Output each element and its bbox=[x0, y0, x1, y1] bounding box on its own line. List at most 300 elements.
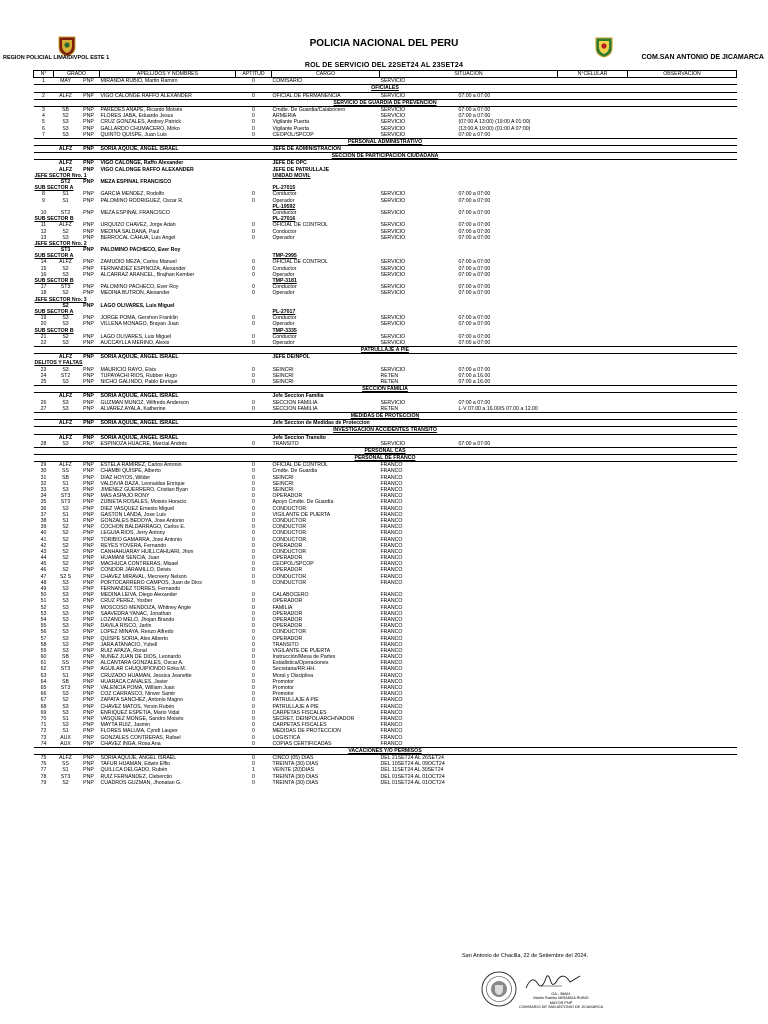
row-cargo: CONDUCTOR bbox=[272, 505, 307, 512]
row-cargo: CINCO (05) DIAS bbox=[272, 755, 314, 762]
row-aptitud: 0 bbox=[252, 511, 255, 518]
row-institucion: PNP bbox=[83, 493, 94, 500]
row-aptitud: 0 bbox=[252, 641, 255, 648]
row-institucion: PNP bbox=[83, 125, 94, 132]
row-institucion: PNP bbox=[83, 113, 94, 120]
row-cargo: Jefe Seccion Transito bbox=[272, 434, 326, 441]
row-nombre: TUPAYACHI RIOS, Rubber Hugo bbox=[100, 372, 177, 379]
chief-row bbox=[34, 420, 737, 427]
row-nombre: ZAMUDIO MEZA, Carlos Manuel bbox=[100, 259, 177, 266]
row-nombre: PALOMINO PACHECO, Ever Roy bbox=[100, 284, 179, 291]
row-institucion: PNP bbox=[83, 586, 94, 593]
row-institucion: PNP bbox=[83, 610, 94, 617]
row-horario: 07:00 a 16.00 bbox=[458, 372, 491, 379]
row-nombre: GUZMAN MUÑOZ, Wilfredo Anderson bbox=[100, 399, 189, 406]
section-header-row bbox=[34, 85, 737, 92]
row-number: 52 bbox=[40, 604, 47, 611]
row-situacion: FRANCO bbox=[380, 468, 403, 475]
row-aptitud: 1 bbox=[252, 767, 255, 774]
row-cargo: Jefe Seccion de Medidas de Proteccion bbox=[272, 420, 370, 427]
row-grado: S3 bbox=[62, 623, 69, 630]
row-number: 67 bbox=[40, 697, 47, 704]
row-cargo: OPERADOR bbox=[272, 542, 303, 549]
row-aptitud: 0 bbox=[252, 579, 255, 586]
row-aptitud: 0 bbox=[252, 610, 255, 617]
row-aptitud: 0 bbox=[252, 265, 255, 272]
row-number bbox=[34, 354, 54, 361]
row-aptitud bbox=[236, 434, 272, 441]
row-nombre: FLORES JABA, Eduardo Jesus bbox=[100, 113, 174, 120]
row-cargo: Operador bbox=[272, 321, 295, 328]
row-cargo: Conductor bbox=[272, 284, 297, 291]
row-cargo: PATRULLAJE A PIE bbox=[272, 697, 319, 704]
row-situacion: FRANCO bbox=[380, 567, 403, 574]
row-institucion: PNP bbox=[83, 197, 94, 204]
row-grado: S1 bbox=[62, 715, 69, 722]
section-header-row bbox=[34, 138, 737, 145]
row-number: 46 bbox=[40, 567, 47, 574]
row-aptitud: 0 bbox=[252, 113, 255, 120]
row-observacion bbox=[628, 406, 737, 413]
row-institucion: PNP bbox=[83, 567, 94, 574]
row-celular bbox=[558, 78, 628, 85]
row-aptitud: 0 bbox=[252, 78, 255, 85]
row-aptitud: 0 bbox=[252, 125, 255, 132]
row-horario bbox=[458, 741, 558, 748]
row-nombre: MEDINA LEIVA, Diego Alexander bbox=[100, 592, 178, 599]
row-aptitud: 0 bbox=[252, 405, 255, 412]
row-institucion: PNP bbox=[83, 191, 94, 198]
row-cargo: TREINTA (30) DIAS bbox=[272, 773, 319, 780]
row-horario: 07:00 a 07:00 bbox=[458, 339, 491, 346]
row-aptitud: 0 bbox=[252, 284, 255, 291]
row-situacion: SERVICIO bbox=[380, 222, 406, 229]
row-cargo: Apoyo Cmdte. De Guardia bbox=[272, 499, 334, 506]
row-situacion bbox=[380, 434, 458, 441]
row-grado: S1 bbox=[62, 517, 69, 524]
row-situacion: SERVICIO bbox=[380, 290, 406, 297]
row-aptitud: 0 bbox=[252, 339, 255, 346]
row-grado: S3 bbox=[62, 629, 69, 636]
row-institucion: PNP bbox=[83, 399, 94, 406]
row-observacion bbox=[628, 106, 737, 113]
row-horario bbox=[458, 420, 558, 427]
row-situacion: FRANCO bbox=[380, 548, 403, 555]
row-grado: S2 bbox=[62, 779, 69, 786]
row-grado: S3 bbox=[62, 321, 69, 328]
row-celular bbox=[558, 393, 628, 400]
row-number: 18 bbox=[40, 290, 47, 297]
row-number: 60 bbox=[40, 654, 47, 661]
row-situacion: FRANCO bbox=[380, 697, 403, 704]
row-aptitud: 0 bbox=[252, 487, 255, 494]
row-cargo: SECCION FAMILIA bbox=[272, 399, 318, 406]
row-observacion bbox=[628, 780, 737, 786]
signature-code: OA - 36661 bbox=[551, 992, 571, 996]
row-grado: S3 bbox=[62, 125, 69, 132]
row-nombre: VIGO CALONGE, Raffo Alexander bbox=[100, 160, 184, 167]
row-nombre: LOZANO MELO, Jhojan Brando bbox=[100, 616, 175, 623]
table-row bbox=[34, 379, 737, 386]
row-aptitud: 0 bbox=[252, 379, 255, 386]
row-celular bbox=[558, 92, 628, 99]
row-nombre: ZAPATA SANCHEZ, Antonio Magno bbox=[100, 697, 183, 704]
row-number: 69 bbox=[40, 709, 47, 716]
row-nombre: MEDINA BUTRON, Alexander bbox=[100, 290, 170, 297]
row-aptitud: 0 bbox=[252, 761, 255, 768]
row-horario: 07:00 a 07:00 bbox=[458, 321, 491, 328]
row-grado: S2 bbox=[62, 302, 69, 309]
row-number: 6 bbox=[42, 125, 45, 132]
row-cargo: Secretaria/RR.HH. bbox=[272, 666, 316, 673]
row-institucion: PNP bbox=[83, 462, 94, 469]
row-situacion: FRANCO bbox=[380, 715, 403, 722]
row-aptitud: 0 bbox=[252, 660, 255, 667]
row-celular bbox=[558, 106, 628, 113]
row-institucion: PNP bbox=[83, 302, 94, 309]
row-institucion: PNP bbox=[83, 629, 94, 636]
row-nombre: ZUBIETA ROSALES, Moisés Horacio bbox=[100, 499, 187, 506]
row-cargo: OFICIAL DE CONTROL bbox=[272, 259, 328, 266]
row-situacion: FRANCO bbox=[380, 561, 403, 568]
row-cargo: SEINCRI bbox=[272, 487, 294, 494]
row-nombre: GARCIA MENDEZ, Rodolfo bbox=[100, 191, 165, 198]
row-institucion: PNP bbox=[83, 647, 94, 654]
row-cargo: OPERADOR bbox=[272, 623, 303, 630]
row-horario bbox=[458, 462, 558, 469]
row-number: 79 bbox=[40, 779, 47, 786]
row-grado: S2 bbox=[62, 530, 69, 537]
row-institucion: PNP bbox=[83, 672, 94, 679]
row-aptitud: 0 bbox=[252, 734, 255, 741]
row-grado: S3 bbox=[62, 339, 69, 346]
row-situacion: FRANCO bbox=[380, 493, 403, 500]
row-cargo: OFICIAL DE PERMANENCIA bbox=[272, 92, 341, 99]
row-cargo: Operador bbox=[272, 290, 295, 297]
signature-name: Martin Ramiro MIRANDA RUBIO bbox=[533, 996, 589, 1001]
row-institucion: PNP bbox=[83, 131, 94, 138]
row-situacion: RETEN bbox=[380, 372, 399, 379]
row-number: 78 bbox=[40, 773, 47, 780]
row-grado: ALFZ bbox=[59, 92, 72, 99]
row-grado: S1 bbox=[62, 191, 69, 198]
row-number: 19 bbox=[40, 315, 47, 322]
row-number: SUB SECTOR B bbox=[34, 278, 74, 285]
row-nombre: ENRIQUEZ ESPETIA, Mario Vidal bbox=[100, 709, 180, 716]
row-grado: S2 bbox=[62, 333, 69, 340]
row-grado: SS bbox=[62, 660, 69, 667]
row-situacion: FRANCO bbox=[380, 647, 403, 654]
row-nombre: RUIZ FERNANDEZ, Cleberctio bbox=[100, 773, 172, 780]
row-cargo: SEINCRI bbox=[272, 379, 294, 386]
row-nombre: SAAVEDRA YANAC, Jonathan bbox=[100, 610, 172, 617]
row-grado: S2 bbox=[62, 524, 69, 531]
row-number: 53 bbox=[40, 610, 47, 617]
row-institucion: PNP bbox=[83, 542, 94, 549]
row-cargo: OPERADOR bbox=[272, 555, 303, 562]
roster-body bbox=[34, 78, 737, 786]
col-number: N° bbox=[34, 71, 54, 78]
row-number: 77 bbox=[40, 767, 47, 774]
row-institucion: PNP bbox=[83, 366, 94, 373]
row-grado: S1 bbox=[62, 672, 69, 679]
row-situacion: FRANCO bbox=[380, 462, 403, 469]
row-institucion: PNP bbox=[83, 728, 94, 735]
row-grado: S2 S bbox=[59, 573, 72, 580]
row-nombre: MEZA ESPINAL FRANCISCO bbox=[100, 209, 170, 216]
row-number: 30 bbox=[40, 468, 47, 475]
row-aptitud: 0 bbox=[252, 499, 255, 506]
row-situacion bbox=[380, 420, 458, 427]
row-cargo: MEDIDAS DE PROTECCION bbox=[272, 728, 341, 735]
row-grado: ST3 bbox=[60, 773, 71, 780]
col-aptitud: APTITUD bbox=[236, 71, 272, 78]
row-grado: ST3 bbox=[60, 247, 71, 254]
row-number: 35 bbox=[40, 499, 47, 506]
row-cargo: Estadistica/Operaciones bbox=[272, 660, 329, 667]
roster-table bbox=[33, 70, 737, 786]
row-number: 7 bbox=[42, 131, 45, 138]
row-cargo: Jefe Seccion Familia bbox=[272, 393, 324, 400]
row-situacion: FRANCO bbox=[380, 685, 403, 692]
row-nombre: URQUIZO CHAVEZ, Jorge Adan bbox=[100, 222, 176, 229]
row-grado: ALFZ bbox=[59, 222, 72, 229]
row-nombre: LAGO OLIVARES, Luis Miguel bbox=[100, 333, 172, 340]
row-cargo: Promotor bbox=[272, 691, 294, 698]
row-cargo: Vigilante Puerta bbox=[272, 125, 310, 132]
row-grado: S3 bbox=[62, 440, 69, 447]
row-nombre: CAÑHAHUARAY HUILLCAHUARI, Jhon bbox=[100, 548, 194, 555]
section-header: PATRULLAJE A PIE bbox=[34, 347, 737, 354]
row-observacion bbox=[628, 132, 737, 139]
row-situacion: FRANCO bbox=[380, 592, 403, 599]
row-celular bbox=[558, 354, 628, 361]
row-nombre: NICHO GALINDO, Pablo Enrique bbox=[100, 379, 178, 386]
row-institucion: PNP bbox=[83, 146, 94, 153]
row-aptitud bbox=[236, 420, 272, 427]
table-row bbox=[34, 441, 737, 448]
row-nombre: QUINTO QUISPE, Juan Luis bbox=[100, 131, 167, 138]
row-grado: ST2 bbox=[60, 372, 71, 379]
row-number: 72 bbox=[40, 728, 47, 735]
row-situacion: FRANCO bbox=[380, 660, 403, 667]
row-nombre: CHAVEZ MIRAVAL, Mecreery Nelson bbox=[100, 573, 187, 580]
section-header-row bbox=[34, 412, 737, 419]
row-aptitud: 0 bbox=[252, 333, 255, 340]
row-number: 15 bbox=[40, 265, 47, 272]
row-institucion: PNP bbox=[83, 234, 94, 241]
row-nombre: CRUZ PEREZ, Yosber bbox=[100, 598, 153, 605]
row-grado: S2 bbox=[62, 697, 69, 704]
row-number: SUB SECTOR B bbox=[34, 216, 74, 223]
table-row bbox=[34, 132, 737, 139]
row-institucion: PNP bbox=[83, 440, 94, 447]
row-institucion: PNP bbox=[83, 333, 94, 340]
row-grado: SB bbox=[62, 106, 69, 113]
row-institucion: PNP bbox=[83, 468, 94, 475]
row-cargo: TRANSITO bbox=[272, 641, 299, 648]
section-header-row bbox=[34, 99, 737, 106]
row-cargo: OPERADOR bbox=[272, 567, 303, 574]
row-observacion bbox=[628, 755, 737, 762]
row-cargo: CONDUCTOR bbox=[272, 573, 307, 580]
row-aptitud: 0 bbox=[252, 635, 255, 642]
row-aptitud: 0 bbox=[252, 315, 255, 322]
row-grado: S2 bbox=[62, 542, 69, 549]
row-aptitud: 0 bbox=[252, 755, 255, 762]
row-institucion: PNP bbox=[83, 474, 94, 481]
row-institucion: PNP bbox=[83, 487, 94, 494]
row-cargo: COPIAS CERTIFICADAS bbox=[272, 740, 332, 747]
row-institucion: PNP bbox=[83, 290, 94, 297]
row-horario bbox=[458, 78, 558, 85]
row-celular bbox=[558, 462, 628, 469]
row-institucion: PNP bbox=[83, 405, 94, 412]
table-row bbox=[34, 741, 737, 748]
row-aptitud: 0 bbox=[252, 623, 255, 630]
row-number: 58 bbox=[40, 641, 47, 648]
row-institucion: PNP bbox=[83, 555, 94, 562]
row-grado: S3 bbox=[62, 722, 69, 729]
row-cargo: PL-27016 bbox=[272, 216, 296, 223]
signature-block bbox=[516, 992, 606, 1009]
row-nombre: MEZA ESPINAL FRANCISCO bbox=[100, 179, 172, 186]
row-grado: ALFZ bbox=[58, 166, 73, 173]
row-institucion: PNP bbox=[83, 179, 94, 186]
row-nombre: MAURICIO RAYO, Elvis bbox=[100, 366, 157, 373]
table-row bbox=[34, 106, 737, 113]
row-situacion: FRANCO bbox=[380, 610, 403, 617]
row-number bbox=[34, 393, 54, 400]
row-number: 51 bbox=[40, 598, 47, 605]
row-number: SUB SECTOR B bbox=[34, 327, 74, 334]
row-number: 39 bbox=[40, 524, 47, 531]
row-grado: MAY bbox=[60, 78, 71, 85]
row-nombre: CRUZ GONZALES, Andrey Patrick bbox=[100, 119, 181, 126]
row-celular bbox=[558, 741, 628, 748]
row-number: 56 bbox=[40, 629, 47, 636]
row-situacion: FRANCO bbox=[380, 728, 403, 735]
row-institucion: PNP bbox=[83, 579, 94, 586]
row-institucion: PNP bbox=[83, 511, 94, 518]
section-header-row bbox=[34, 447, 737, 454]
row-situacion: DEL 01SET24 AL 01OCT24 bbox=[380, 773, 445, 780]
row-nombre: DIAZ HOYOS, Wilder bbox=[100, 474, 151, 481]
row-cargo: JEFE DE ADMINISTRACION bbox=[272, 146, 341, 153]
row-horario bbox=[458, 434, 558, 441]
col-grado: GRADO bbox=[54, 71, 100, 78]
row-situacion bbox=[380, 393, 458, 400]
row-horario: 07:00 a 16.00 bbox=[458, 379, 491, 386]
row-situacion: FRANCO bbox=[380, 623, 403, 630]
row-cargo: TRANSITO bbox=[272, 440, 299, 447]
row-cargo: Conductor bbox=[272, 191, 297, 198]
row-nombre: SORIA AQUIJE, ANGEL ISRAEL bbox=[100, 393, 179, 400]
row-horario: 07:00 a 07:00 bbox=[458, 315, 491, 322]
row-nombre: MIRANDA RUBIO, Martin Ramiro bbox=[100, 78, 178, 85]
row-nombre: PORTOCARRERO CAMPOS, Juan de Dios bbox=[100, 579, 202, 586]
row-number: 4 bbox=[42, 113, 45, 120]
row-cargo: OPERADOR bbox=[272, 610, 303, 617]
row-institucion: PNP bbox=[83, 536, 94, 543]
row-cargo: Operador bbox=[272, 339, 295, 346]
row-institucion: PNP bbox=[83, 228, 94, 235]
row-nombre: QUISPE SORIA, Alex Alberto bbox=[100, 635, 168, 642]
row-aptitud: 0 bbox=[252, 131, 255, 138]
row-horario: (07:00 A 13:00) (19:00 A 01:00) bbox=[458, 119, 531, 126]
table-row bbox=[34, 462, 737, 469]
row-cargo: COMISARIO bbox=[272, 78, 303, 85]
row-situacion: FRANCO bbox=[380, 703, 403, 710]
row-nombre: GONZALES BEDOYA, Jose Antonio bbox=[100, 517, 185, 524]
row-grado: S2 bbox=[62, 113, 69, 120]
row-aptitud: 0 bbox=[252, 740, 255, 747]
table-row bbox=[34, 92, 737, 99]
chief-row bbox=[34, 434, 737, 441]
row-celular bbox=[558, 340, 628, 347]
section-header: SECCION FAMILIA bbox=[34, 386, 737, 393]
row-grado: ST3 bbox=[60, 493, 71, 500]
row-horario: 07:00 a 07:00 bbox=[458, 440, 491, 447]
row-aptitud: 0 bbox=[252, 222, 255, 229]
row-observacion bbox=[628, 741, 737, 748]
row-celular bbox=[558, 420, 628, 427]
row-institucion: PNP bbox=[83, 106, 94, 113]
row-number: 21 bbox=[40, 333, 47, 340]
row-cargo: CONDUCTOR bbox=[272, 629, 307, 636]
row-number: 76 bbox=[40, 761, 47, 768]
row-nombre: COZ CARRASCO, Ninver Samir bbox=[100, 691, 176, 698]
row-nombre: REYES YOVERA, Fernando bbox=[100, 542, 167, 549]
row-nombre: JORGE POMA, Gershon Franklin bbox=[100, 315, 178, 322]
row-nombre: AUCCAYLLA MERINO, Alexis bbox=[100, 339, 170, 346]
row-situacion: FRANCO bbox=[380, 499, 403, 506]
row-cargo: CONDUCTOR bbox=[272, 548, 307, 555]
row-number: 40 bbox=[40, 530, 47, 537]
row-number bbox=[34, 160, 54, 167]
row-institucion: PNP bbox=[83, 779, 94, 786]
row-aptitud: 0 bbox=[252, 234, 255, 241]
row-situacion: FRANCO bbox=[380, 635, 403, 642]
row-horario: 07:00 a 07:00 bbox=[458, 333, 491, 340]
row-cargo: Promotor bbox=[272, 678, 294, 685]
row-aptitud: 0 bbox=[252, 536, 255, 543]
row-number: 17 bbox=[40, 284, 47, 291]
row-cargo: Conductor bbox=[272, 228, 297, 235]
row-number: 24 bbox=[40, 372, 47, 379]
row-cargo: Cmdte. De Guardia bbox=[272, 468, 318, 475]
row-number: 54 bbox=[40, 616, 47, 623]
row-grado: S3 bbox=[62, 647, 69, 654]
row-institucion: PNP bbox=[83, 420, 94, 427]
row-cargo: Moral y Disciplina bbox=[272, 672, 314, 679]
row-number: 45 bbox=[40, 561, 47, 568]
row-number: JEFE SECTOR Nro. 3 bbox=[34, 296, 87, 303]
row-institucion: PNP bbox=[83, 434, 94, 441]
section-header: SECCION DE PARTICIPACION CIUDADANA bbox=[34, 153, 737, 160]
row-grado: ALFZ bbox=[58, 393, 73, 400]
row-nombre: GASTON LANDA, Jose Luis bbox=[100, 511, 166, 518]
row-cargo: CEOPOL/SPCOP bbox=[272, 561, 314, 568]
row-aptitud: 0 bbox=[252, 92, 255, 99]
row-horario: 07:00 a 07:00 bbox=[458, 191, 491, 198]
row-aptitud: 0 bbox=[252, 685, 255, 692]
row-horario: 07:00 a 07:00 bbox=[458, 92, 491, 99]
row-aptitud: 0 bbox=[252, 493, 255, 500]
row-situacion: RETEN bbox=[380, 379, 399, 386]
roster-title: ROL DE SERVICIO DEL 22SET24 AL 23SET24 bbox=[304, 62, 464, 69]
row-aptitud: 0 bbox=[252, 561, 255, 568]
